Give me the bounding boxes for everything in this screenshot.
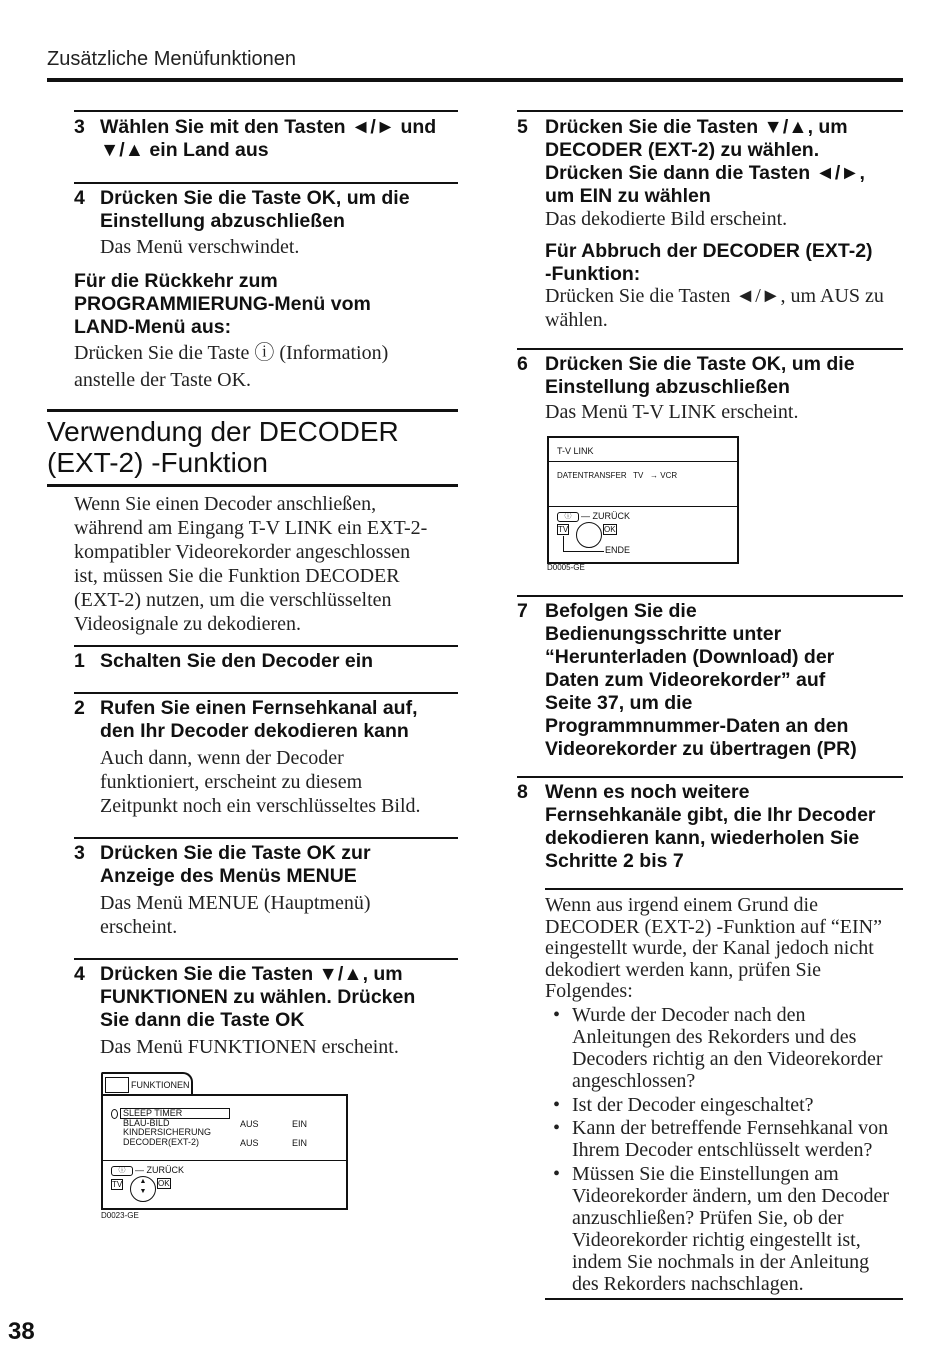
text-line: Drücken Sie die Tasten ◄/►, um AUS zu — [545, 285, 884, 307]
divider — [74, 182, 458, 184]
text-line: Folgendes: — [545, 980, 633, 1002]
divider — [74, 692, 458, 694]
osd-value: EIN — [292, 1119, 308, 1129]
note-heading — [74, 270, 371, 339]
step-heading — [545, 781, 876, 873]
back-hint: — ZURÜCK — [135, 1165, 185, 1175]
osd-value: AUS — [240, 1138, 259, 1148]
osd-tab-label: FUNKTIONEN — [131, 1080, 190, 1090]
osd-value: EIN — [292, 1138, 308, 1148]
info-button-icon: ⓘ — [557, 512, 579, 522]
text-line: Ist der Decoder eingeschaltet? — [572, 1094, 814, 1116]
step-heading — [545, 353, 855, 399]
text-line: Drücken Sie die Taste OK, um die — [545, 353, 855, 375]
intro-paragraph — [74, 492, 427, 636]
text-line: Das Menü MENUE (Hauptmenü) — [100, 892, 371, 914]
divider — [74, 110, 458, 112]
step-number: 8 — [517, 781, 528, 803]
step-number: 1 — [74, 650, 85, 672]
step-body — [545, 400, 798, 424]
figure-code: D0023-GE — [101, 1211, 139, 1220]
text-line: funktioniert, erscheint zu diesem — [100, 771, 363, 793]
text-line: Das dekodierte Bild erscheint. — [545, 208, 788, 230]
step-number: 2 — [74, 697, 85, 719]
tvlink-osd — [547, 436, 739, 564]
step-heading — [545, 600, 857, 761]
text-line: Drücken Sie die Taste OK, um die — [100, 187, 410, 209]
osd-item: KINDERSICHERUNG — [123, 1127, 212, 1137]
text-line: Videosignale zu dekodieren. — [74, 613, 302, 635]
text-line: Auch dann, wenn der Decoder — [100, 747, 344, 769]
text-line: DECODER (EXT-2) -Funktion auf “EIN” — [545, 915, 882, 938]
osd-row: DATENTRANSFER TV → VCR — [557, 471, 678, 480]
step-heading — [100, 697, 418, 743]
section-rule — [47, 484, 458, 487]
text-line: Wurde der Decoder nach den — [572, 1004, 806, 1026]
text-line: indem Sie nochmals in der Anleitung — [572, 1251, 870, 1273]
text-line: Für die Rückkehr zum — [74, 270, 278, 292]
figure-code: D0005-GE — [547, 563, 585, 572]
text-line: Befolgen Sie die — [545, 600, 697, 622]
text-line: Videorekorder richtig eingestellt ist, — [572, 1229, 861, 1251]
text-line: Zeitpunkt noch ein verschlüsseltes Bild. — [100, 795, 421, 817]
text-line: Drücken Sie dann die Tasten ◄/►, — [545, 162, 865, 184]
text-line: Seite 37, um die — [545, 692, 693, 714]
text-line: eingestellt wurde, der Kanal jedoch nicht — [545, 937, 874, 959]
text-line: anstelle der Taste OK. — [74, 369, 252, 391]
text-line: Sie dann die Taste OK — [100, 1009, 305, 1031]
info-button-icon: ⓘ — [111, 1166, 133, 1176]
text-line: Videorekorder ändern, um den Decoder — [572, 1185, 889, 1207]
osd-value: AUS — [240, 1119, 259, 1129]
divider — [74, 645, 458, 647]
text-line: erscheint. — [100, 916, 178, 938]
bullet-item: • Wurde der Decoder nach den Anleitungen des Rekorders und des Decoders richtig an den Videorekorder angeschlossen? — [553, 1004, 883, 1092]
text-line: Anleitungen des Rekorders und des — [572, 1026, 857, 1048]
osd-item: SLEEP TIMER — [123, 1108, 183, 1118]
step-heading — [100, 650, 373, 673]
step-heading — [100, 963, 415, 1032]
osd-item: BLAU-BILD — [123, 1117, 170, 1128]
text-line: Bedienungsschritte unter — [545, 623, 782, 645]
text-line: Einstellung abzuschließen — [545, 376, 790, 398]
tv-button-icon: TV — [558, 525, 569, 534]
text-line: Das Menü T-V LINK erscheint. — [545, 401, 799, 423]
connector-line — [563, 536, 604, 552]
text-line: Drücken Sie die Tasten ▼/▲, um — [545, 116, 848, 138]
text-line: Für Abbruch der DECODER (EXT-2) — [545, 240, 873, 262]
sub-body — [545, 284, 884, 332]
text-line: Programmnummer-Daten an den — [545, 715, 849, 737]
text-line: den Ihr Decoder dekodieren kann — [100, 720, 409, 742]
text-line: Rufen Sie einen Fernsehkanal auf, — [100, 697, 418, 719]
step-body — [100, 746, 421, 818]
text-line: Wenn aus irgend einem Grund die — [545, 894, 818, 916]
step-number: 4 — [74, 187, 85, 209]
text-line: Kann der betreffende Fernsehkanal von — [572, 1117, 889, 1139]
osd-divider — [103, 1160, 346, 1161]
text-line: PROGRAMMIERUNG-Menü vom — [74, 293, 371, 315]
step-number: 3 — [74, 116, 85, 138]
text-line: Verwendung der DECODER — [47, 416, 399, 447]
cursor-icon — [111, 1109, 118, 1119]
text-line: Einstellung abzuschließen — [100, 210, 345, 232]
ok-button-icon: OK — [604, 525, 616, 534]
divider — [545, 888, 903, 890]
osd-title: T-V LINK — [557, 446, 594, 456]
bullet-item: • Kann der betreffende Fernsehkanal von Ihrem Decoder entschlüsselt werden? — [553, 1117, 889, 1161]
text-line: Daten zum Videorekorder” auf — [545, 669, 826, 691]
section-rule — [47, 409, 458, 412]
text-line: Drücken Sie die Tasten ▼/▲, um — [100, 963, 403, 985]
step-body — [545, 207, 787, 231]
end-label: ENDE — [605, 545, 631, 555]
text-line: Fernsehkanäle gibt, die Ihr Decoder — [545, 804, 876, 826]
text-line: Wählen Sie mit den Tasten ◄/► und — [100, 116, 437, 138]
section-title — [47, 416, 399, 478]
divider — [517, 776, 903, 778]
text-line: während am Eingang T-V LINK ein EXT-2- — [74, 517, 428, 539]
osd-tab — [101, 1072, 193, 1096]
step-body — [100, 1035, 399, 1059]
text-line: Drücken Sie die Taste OK zur — [100, 842, 371, 864]
step-body — [100, 235, 299, 259]
step-number: 7 — [517, 600, 528, 622]
text-line: Anzeige des Menüs MENUE — [100, 865, 357, 887]
step-number: 5 — [517, 116, 528, 138]
text-line: Das Menü verschwindet. — [100, 236, 300, 258]
text-line: dekodieren kann, wiederholen Sie — [545, 827, 860, 849]
text-line: Videorekorder zu übertragen (PR) — [545, 738, 857, 760]
osd-divider — [549, 506, 737, 507]
back-hint: — ZURÜCK — [581, 511, 631, 521]
text-line: Müssen Sie die Einstellungen am — [572, 1163, 839, 1185]
menu-icon — [105, 1077, 129, 1093]
text-line: Wenn Sie einen Decoder anschließen, — [74, 493, 377, 515]
step-heading — [100, 116, 436, 162]
back-label: ZURÜCK — [146, 1165, 185, 1175]
step-number: 4 — [74, 963, 85, 985]
text-line: ist, müssen Sie die Funktion DECODER — [74, 565, 400, 587]
text-line: DECODER (EXT-2) zu wählen. — [545, 139, 820, 161]
text-line: Schalten Sie den Decoder ein — [100, 650, 374, 672]
step-number: 3 — [74, 842, 85, 864]
step-heading — [545, 116, 865, 208]
text-line: Drücken Sie die Taste ⓘ (Information) — [74, 342, 389, 364]
osd-item: DECODER(EXT-2) — [123, 1136, 200, 1147]
osd-items — [123, 1109, 211, 1147]
divider — [545, 1298, 903, 1300]
text-line: ▼/▲ ein Land aus — [100, 139, 269, 161]
step-number: 6 — [517, 353, 528, 375]
step-body — [100, 891, 371, 939]
bullet-item: • Müssen Sie die Einstellungen am Videorekorder ändern, um den Decoder anzuschließen? Prüfen Sie, ob der Videorekorder richtig eingestellt ist, indem Sie nochmals in der Anleitung des Rekorders nachschlagen. — [553, 1163, 889, 1295]
text-line: des Rekorders nachschlagen. — [572, 1273, 804, 1295]
text-line: Schritte 2 bis 7 — [545, 850, 684, 872]
text-line: dekodiert werden kann, prüfen Sie — [545, 958, 822, 981]
divider — [74, 958, 458, 960]
sub-heading — [545, 240, 873, 286]
bullet-item: • Ist der Decoder eingeschaltet? — [553, 1094, 814, 1116]
header-rule — [47, 78, 903, 82]
text-line: angeschlossen? — [572, 1070, 696, 1092]
page-number: 38 — [8, 1318, 35, 1345]
text-line: anzuschließen? Prüfen Sie, ob der — [572, 1207, 844, 1229]
text-line: Decoders richtig an den Videorekorder — [572, 1048, 883, 1070]
divider — [517, 348, 903, 350]
divider — [74, 837, 458, 839]
step-heading — [100, 187, 410, 233]
text-line: LAND-Menü aus: — [74, 316, 232, 338]
step-heading — [100, 842, 371, 888]
text-line: um EIN zu wählen — [545, 185, 711, 207]
text-line: Wenn es noch weitere — [545, 781, 750, 803]
text-line: Das Menü FUNKTIONEN erscheint. — [100, 1036, 399, 1058]
text-line: wählen. — [545, 309, 608, 331]
ok-button-icon: OK — [158, 1179, 170, 1188]
funktionen-osd — [101, 1094, 348, 1210]
text-line: Ihrem Decoder entschlüsselt werden? — [572, 1139, 873, 1161]
text-line: “Herunterladen (Download) der — [545, 646, 835, 668]
text-line: (EXT-2) -Funktion — [47, 447, 268, 478]
text-line: kompatibler Videorekorder angeschlossen — [74, 541, 411, 563]
dpad-icon: ▲ ▼ — [130, 1176, 156, 1202]
divider — [517, 110, 903, 112]
divider — [517, 595, 903, 597]
tv-button-icon: TV — [112, 1180, 123, 1189]
text-line: FUNKTIONEN zu wählen. Drücken — [100, 986, 416, 1008]
note-paragraph — [545, 895, 882, 1003]
back-label: ZURÜCK — [592, 511, 631, 521]
text-line: (EXT-2) nutzen, um die verschlüsselten — [74, 589, 392, 611]
note-body — [74, 340, 388, 394]
text-line: -Funktion: — [545, 263, 641, 285]
running-header: Zusätzliche Menüfunktionen — [47, 48, 297, 70]
osd-divider — [549, 461, 737, 462]
